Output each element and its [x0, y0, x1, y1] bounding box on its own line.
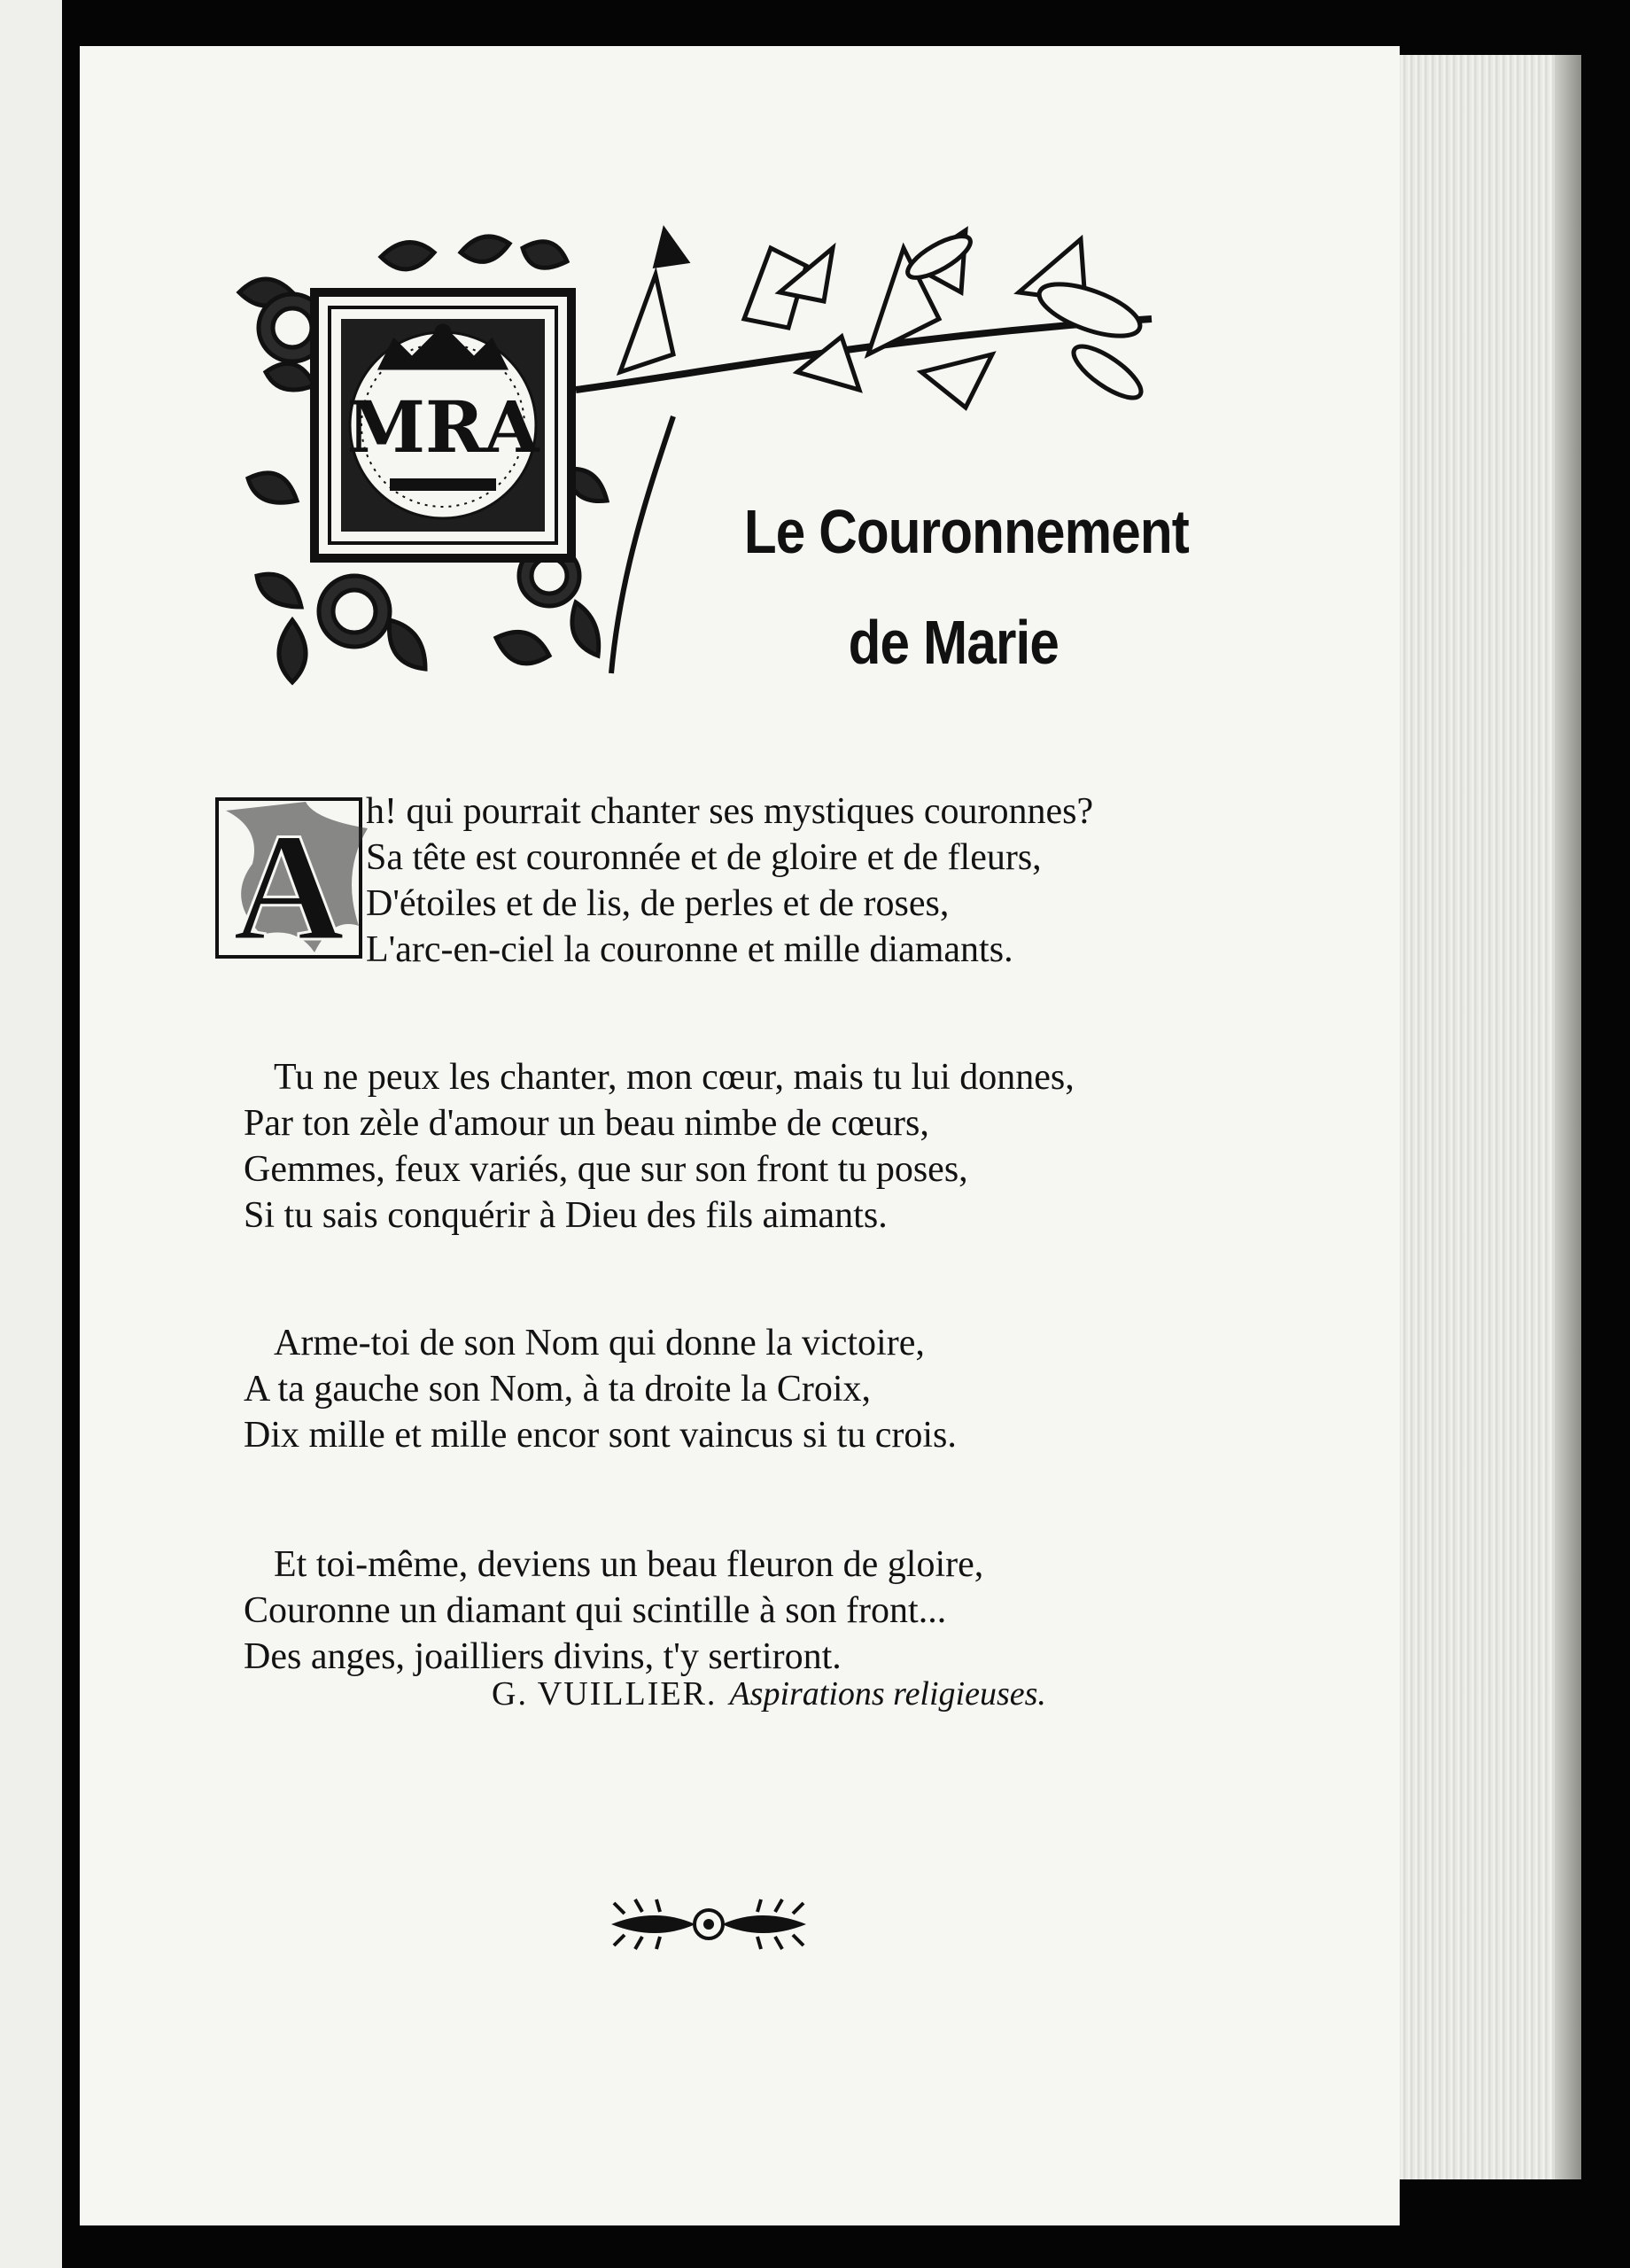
page-title-line2: de Marie	[848, 608, 1059, 677]
poem-stanza-4	[244, 1542, 1218, 1680]
drop-cap-letter: A	[232, 801, 345, 973]
poem-line: Des anges, joailliers divins, t'y sertiront.	[244, 1636, 842, 1677]
poem-line: Couronne un diamant qui scintille à son front...	[244, 1590, 947, 1631]
poem-stanza-2	[244, 1054, 1218, 1239]
poem-line: h! qui pourrait chanter ses mystiques couronnes?	[366, 791, 1094, 832]
poem-line: Sa tête est couronnée et de gloire et de fleurs,	[366, 837, 1042, 878]
poem-line: L'arc-en-ciel la couronne et mille diamants.	[366, 929, 1013, 970]
drop-cap-ornament	[217, 799, 368, 973]
poem-attribution	[492, 1674, 1129, 1713]
poem-line: Tu ne peux les chanter, mon cœur, mais tu lui donnes,	[274, 1057, 1075, 1098]
page-title-line1: Le Couronnement	[743, 497, 1189, 566]
poem-line: A ta gauche son Nom, à ta droite la Croix,	[244, 1369, 871, 1410]
poem-line: Arme-toi de son Nom qui donne la victoire,	[274, 1323, 925, 1363]
poem-stanza-1	[366, 788, 1340, 973]
poem-line: Dix mille et mille encor sont vaincus si tu crois.	[244, 1415, 957, 1456]
poem-line: Gemmes, feux variés, que sur son front tu poses,	[244, 1149, 968, 1190]
poem-line: Si tu sais conquérir à Dieu des fils aimants.	[244, 1195, 888, 1236]
poem-line: Par ton zèle d'amour un beau nimbe de cœurs,	[244, 1103, 929, 1144]
poem-line: Et toi-même, deviens un beau fleuron de gloire,	[274, 1544, 984, 1585]
author-name: G. VUILLIER.	[492, 1675, 718, 1713]
tailpiece-ornament	[611, 1899, 806, 1949]
work-title: Aspirations religieuses.	[729, 1675, 1046, 1713]
svg-text:MRA: MRA	[346, 385, 539, 469]
poem-line: D'étoiles et de lis, de perles et de roses,	[366, 883, 950, 924]
poem-stanza-3	[244, 1320, 1218, 1458]
